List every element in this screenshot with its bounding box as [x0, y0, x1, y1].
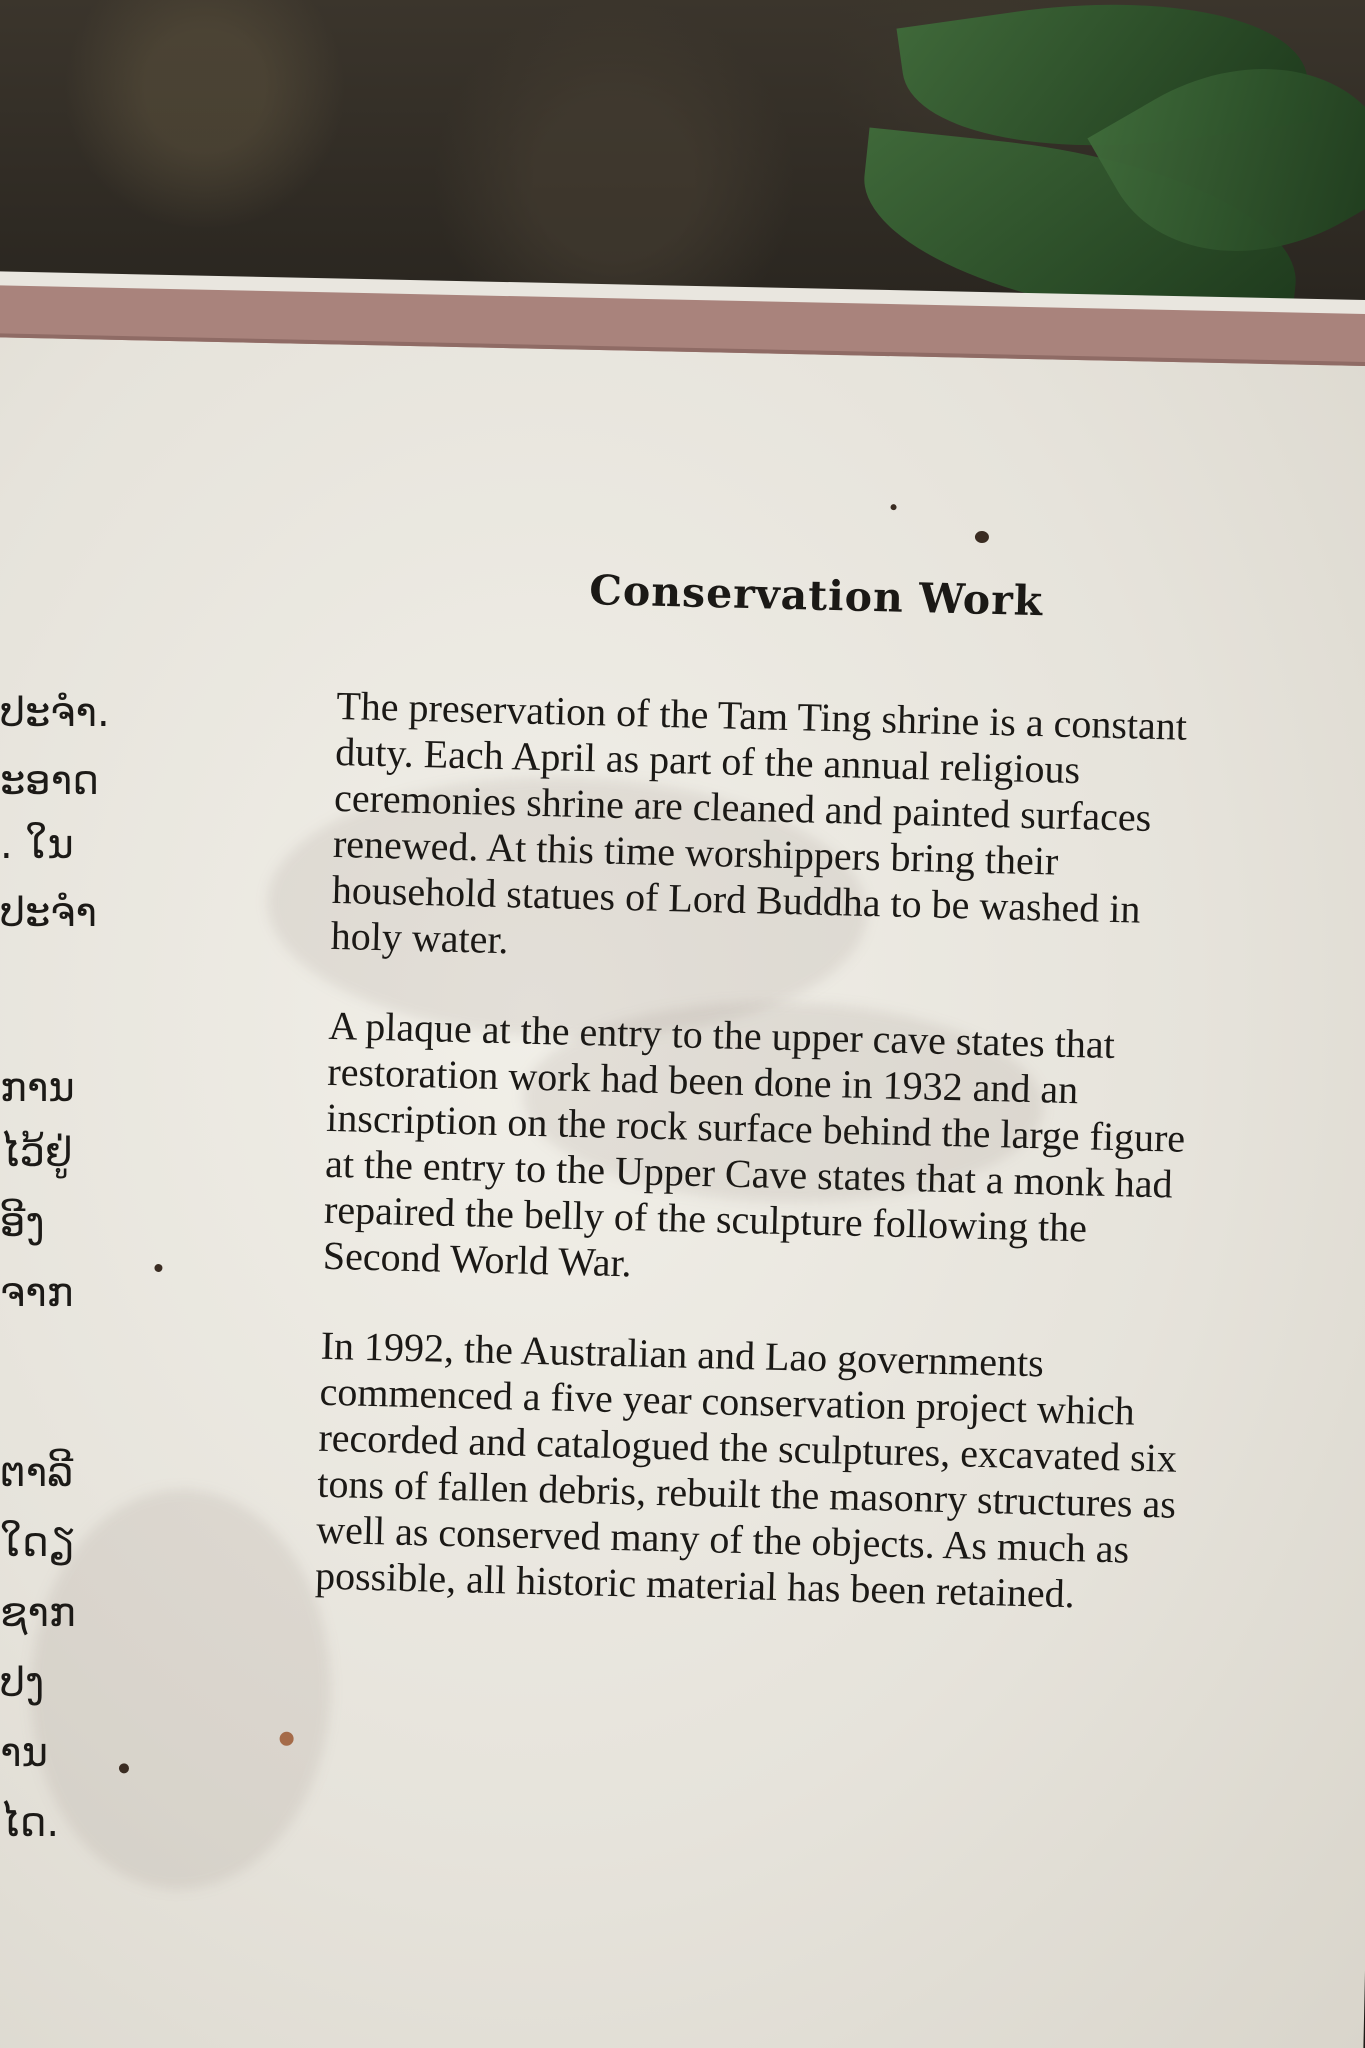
stain-spot — [975, 531, 989, 543]
lao-text-line: ຕາລີ — [0, 1450, 74, 1496]
lao-text-line: ປະຈຳ. — [0, 690, 110, 736]
lao-text-line: ະອາດ — [0, 758, 99, 804]
lao-text-line: ານ — [0, 1730, 48, 1776]
sign-title: Conservation Work — [588, 566, 1044, 626]
lao-text-line: ໄວ້ຢູ່ — [0, 1130, 73, 1176]
lao-text-line: . ໃນ — [0, 822, 74, 868]
paragraph-preservation: The preservation of the Tam Ting shrine is a constant duty. Each April as part of the annual religious ceremonies shrine are cleaned and painted surfaces renewed. At this time worshippers bring their household statues of Lord Buddha to be washed in holy water. — [330, 682, 1188, 963]
lao-text-line: ປະຈຳ — [0, 890, 97, 936]
lao-text-line: ປງ — [0, 1660, 45, 1706]
paragraph-1992-project: In 1992, the Australian and Lao governments commenced a five year conservation project which recorded and catalogued the sculptures, excavated six tons of fallen debris, rebuilt the masonry structures as well as conserved many of the objects. As much as possible, all historic material has been retained. — [314, 1322, 1178, 1617]
lao-text-line: ອີງ — [0, 1200, 45, 1246]
lao-text-line: ໄດ. — [0, 1800, 60, 1846]
sign-content — [314, 560, 1260, 1665]
stain-spot — [890, 504, 896, 510]
lao-text-line: ໃດຽ — [0, 1520, 76, 1566]
paragraph-plaque: A plaque at the entry to the upper cave states that restoration work had been done in 1932 and an inscription on the rock surface behind the large figure at the entry to the Upper Cave states that a monk had repaired the belly of the sculpture following the Second World War. — [322, 1002, 1186, 1286]
lao-text-line: ຊາກ — [0, 1590, 76, 1636]
lao-text-line: ການ — [0, 1065, 75, 1111]
lao-text-line: ຈາກ — [0, 1270, 74, 1316]
stain-spot — [154, 1264, 162, 1272]
